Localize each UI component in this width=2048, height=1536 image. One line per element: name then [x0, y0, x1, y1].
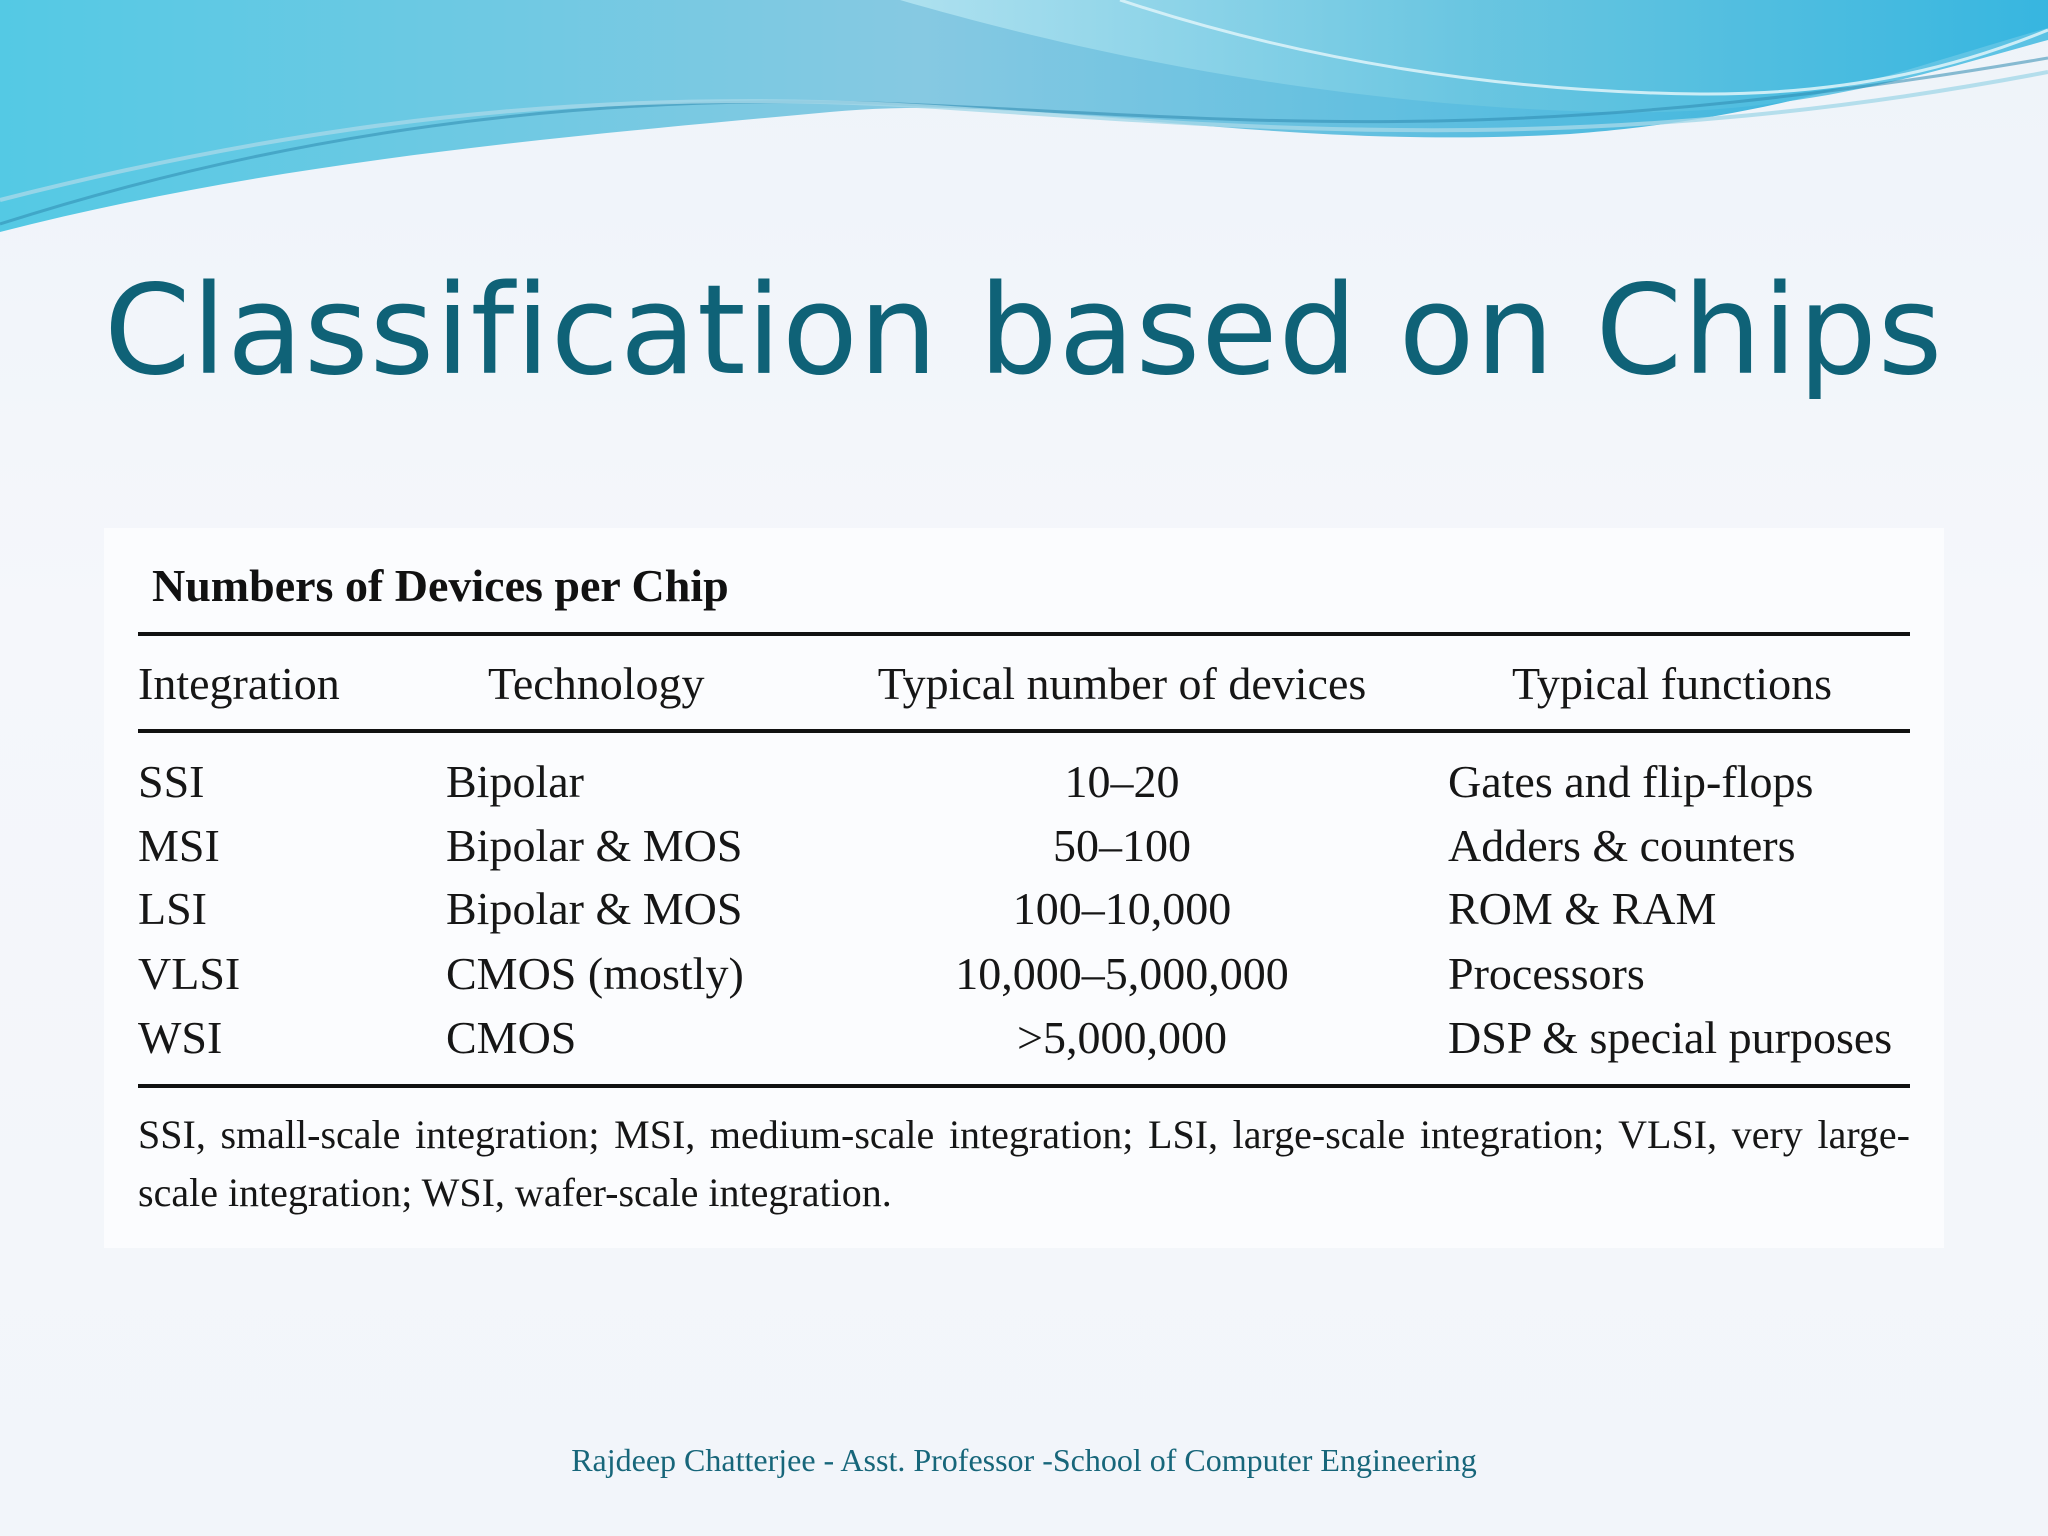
row-wsi-functions: DSP & special purposes: [1448, 1012, 1893, 1063]
row-ssi-functions: Gates and flip-flops: [1448, 756, 1814, 807]
row-vlsi-technology: CMOS (mostly): [446, 948, 744, 999]
row-wsi-technology: CMOS: [446, 1012, 577, 1063]
row-wsi-devices: >5,000,000: [1017, 1012, 1227, 1063]
row-ssi-integration: SSI: [138, 756, 205, 807]
header-technology: Technology: [488, 658, 705, 709]
row-msi-technology: Bipolar & MOS: [446, 820, 743, 871]
header-devices: Typical number of devices: [877, 658, 1367, 709]
row-lsi-functions: ROM & RAM: [1448, 883, 1717, 934]
table-bottom-rule: [138, 1084, 1910, 1088]
row-ssi-devices: 10–20: [1064, 756, 1180, 807]
row-wsi-integration: WSI: [138, 1012, 223, 1063]
slide-title: Classification based on Chips: [104, 259, 1944, 403]
header-functions: Typical functions: [1512, 658, 1832, 709]
table-header-rule: [138, 729, 1910, 733]
row-msi-devices: 50–100: [1053, 820, 1191, 871]
table-footnote: SSI, small-scale integration; MSI, medium-scale integration; LSI, large-scale integration; VLSI, very large-scale integration; WSI, wafer-scale integration.: [138, 1112, 1910, 1215]
row-msi-integration: MSI: [138, 820, 220, 871]
row-lsi-devices: 100–10,000: [1012, 883, 1232, 934]
row-vlsi-integration: VLSI: [138, 948, 241, 999]
header-integration: Integration: [138, 658, 340, 709]
row-lsi-integration: LSI: [138, 883, 207, 934]
row-vlsi-devices: 10,000–5,000,000: [955, 948, 1289, 999]
row-msi-functions: Adders & counters: [1448, 820, 1796, 871]
row-lsi-technology: Bipolar & MOS: [446, 883, 743, 934]
table-caption: Numbers of Devices per Chip: [152, 560, 729, 611]
table-top-rule: [138, 632, 1910, 636]
decorative-wave-banner: [0, 0, 2048, 240]
slide-footer: Rajdeep Chatterjee - Asst. Professor -School of Computer Engineering: [571, 1442, 1477, 1478]
row-ssi-technology: Bipolar: [446, 756, 584, 807]
row-vlsi-functions: Processors: [1448, 948, 1645, 999]
devices-per-chip-table: [104, 528, 1944, 1248]
